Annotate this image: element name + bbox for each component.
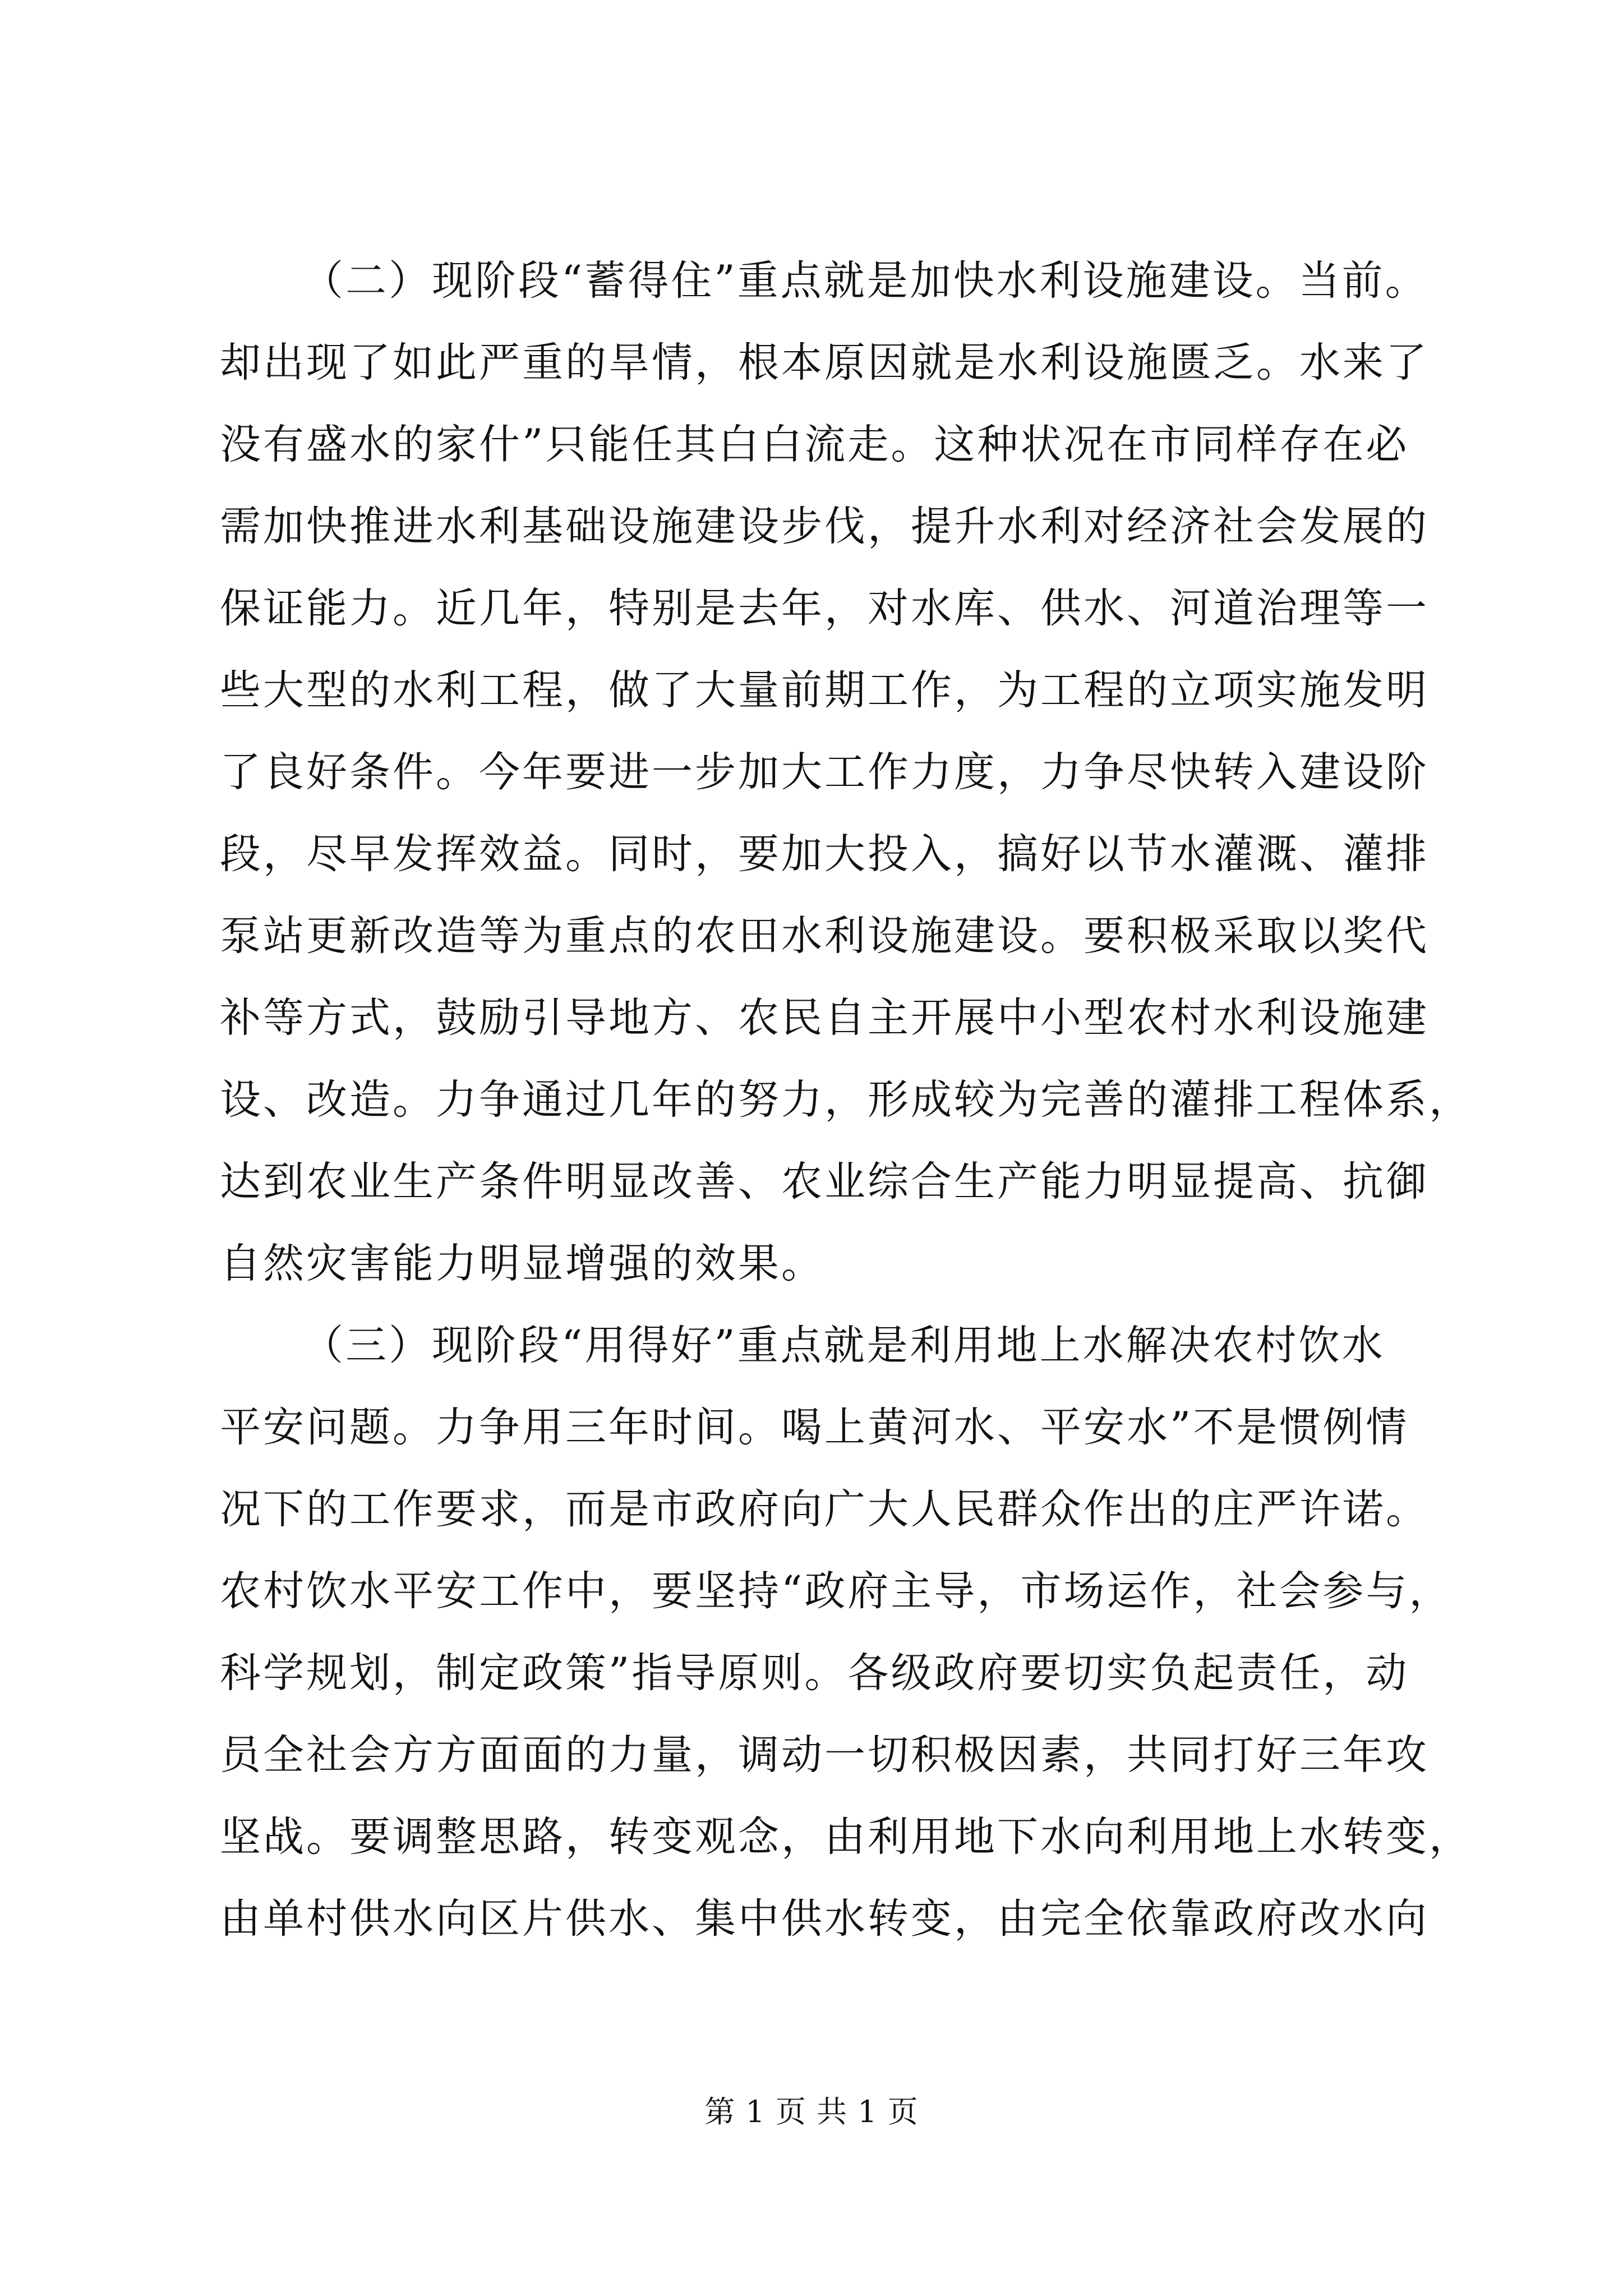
text-line: 科学规划，制定政策”指导原则。各级政府要切实负起责任，动 [220,1649,1409,1697]
text-line: 设、改造。力争通过几年的努力，形成较为完善的灌排工程体系， [220,1076,1472,1124]
text-line: 段，尽早发挥效益。同时，要加大投入，搞好以节水灌溉、灌排 [220,830,1429,878]
paragraph-section-2 [220,240,1472,1305]
text-line: （三）现阶段“用得好”重点就是利用地上水解决农村饮水 [302,1322,1385,1369]
page-number-label: 第 1 页 共 1 页 [704,2094,919,2129]
text-line: 平安问题。力争用三年时间。喝上黄河水、平安水”不是惯例情 [220,1404,1409,1451]
page-footer [0,2092,1623,2132]
text-line: 些大型的水利工程，做了大量前期工作，为工程的立项实施发明 [220,666,1429,714]
text-line: 补等方式，鼓励引导地方、农民自主开展中小型农村水利设施建 [220,994,1429,1042]
text-line: （二）现阶段“蓄得住”重点就是加快水利设施建设。当前。 [302,257,1428,305]
document-body [220,240,1472,1960]
text-line: 需加快推进水利基础设施建设步伐，提升水利对经济社会发展的 [220,503,1429,550]
text-line: 却出现了如此严重的旱情，根本原因就是水利设施匮乏。水来了 [220,339,1429,386]
text-line: 自然灾害能力明显增强的效果。 [220,1240,824,1287]
paragraph-section-3 [220,1305,1472,1960]
text-line: 坚战。要调整思路，转变观念，由利用地下水向利用地上水转变， [220,1813,1472,1861]
text-line: 员全社会方方面面的力量，调动一切积极因素，共同打好三年攻 [220,1731,1429,1779]
text-line: 达到农业生产条件明显改善、农业综合生产能力明显提高、抗御 [220,1158,1429,1205]
text-line: 保证能力。近几年，特别是去年，对水库、供水、河道治理等一 [220,585,1429,632]
text-line: 由单村供水向区片供水、集中供水转变，由完全依靠政府改水向 [220,1895,1429,1943]
text-line: 了良好条件。今年要进一步加大工作力度，力争尽快转入建设阶 [220,748,1429,796]
text-line: 泵站更新改造等为重点的农田水利设施建设。要积极采取以奖代 [220,912,1429,960]
text-line: 农村饮水平安工作中，要坚持“政府主导，市场运作，社会参与， [220,1567,1453,1615]
text-line: 况下的工作要求，而是市政府向广大人民群众作出的庄严许诺。 [220,1485,1429,1533]
text-line: 没有盛水的家什”只能任其白白流走。这种状况在市同样存在必 [220,421,1409,468]
